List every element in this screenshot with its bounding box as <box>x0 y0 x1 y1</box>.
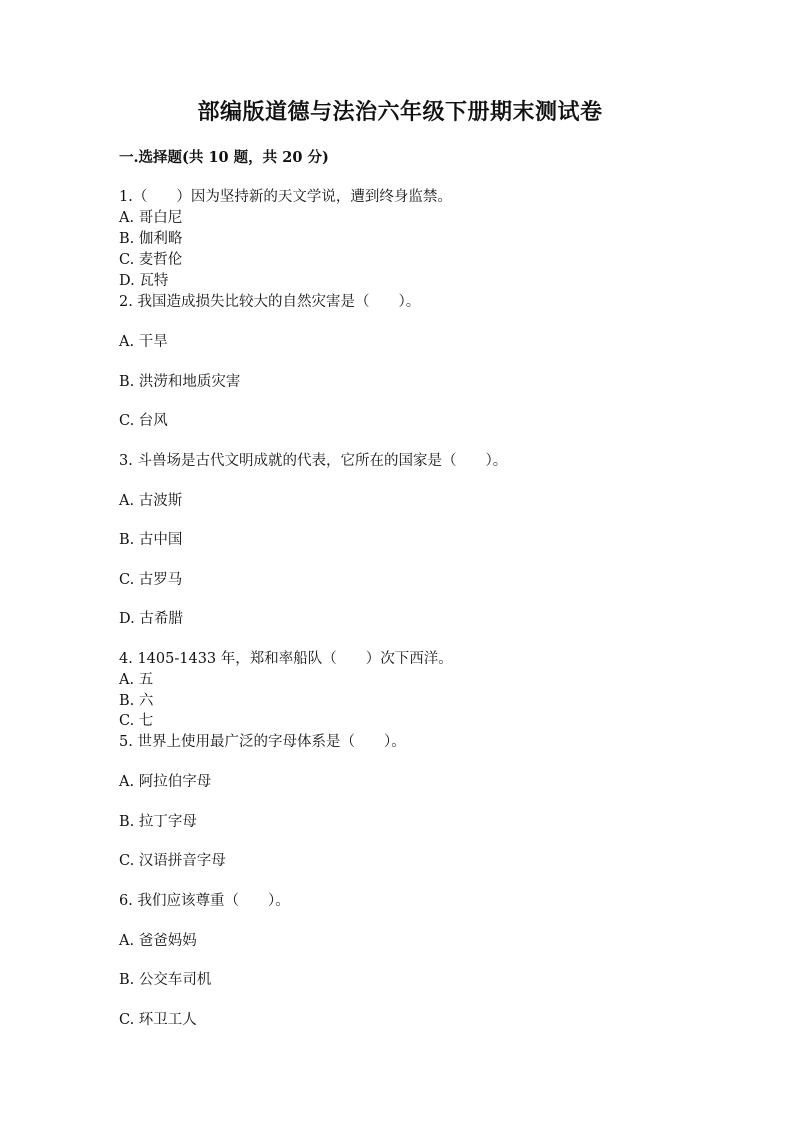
question-6-option-b: B. 公交车司机 <box>119 972 212 988</box>
question-1-option-c: C. 麦哲伦 <box>119 252 183 268</box>
question-6-stem: 6. 我们应该尊重（ ）。 <box>119 893 290 909</box>
question-1-stem: 1.（ ）因为坚持新的天文学说，遭到终身监禁。 <box>119 189 452 205</box>
question-3-stem: 3. 斗兽场是古代文明成就的代表，它所在的国家是（ ）。 <box>119 453 508 469</box>
question-2-stem: 2. 我国造成损失比较大的自然灾害是（ ）。 <box>119 294 421 310</box>
question-5-option-b: B. 拉丁字母 <box>119 814 197 830</box>
question-3-option-d: D. 古希腊 <box>119 611 183 627</box>
question-1-option-a: A. 哥白尼 <box>119 210 183 226</box>
question-4-stem: 4. 1405-1433 年，郑和率船队（ ）次下西洋。 <box>119 651 453 667</box>
question-6-option-a: A. 爸爸妈妈 <box>119 933 197 949</box>
section-heading: 一.选择题(共 10 题，共 20 分) <box>119 149 329 166</box>
question-1-option-b: B. 伽利略 <box>119 231 183 247</box>
question-4-option-a: A. 五 <box>119 672 154 688</box>
question-3-option-b: B. 古中国 <box>119 532 183 548</box>
question-5-option-c: C. 汉语拼音字母 <box>119 853 226 869</box>
question-3-option-c: C. 古罗马 <box>119 572 183 588</box>
question-4-option-c: C. 七 <box>119 713 154 729</box>
question-1-option-d: D. 瓦特 <box>119 273 169 289</box>
page-title: 部编版道德与法治六年级下册期末测试卷 <box>197 99 603 125</box>
question-3-option-a: A. 古波斯 <box>119 493 183 509</box>
question-5-option-a: A. 阿拉伯字母 <box>119 774 212 790</box>
question-2-option-c: C. 台风 <box>119 413 168 429</box>
question-6-option-c: C. 环卫工人 <box>119 1012 197 1028</box>
question-5-stem: 5. 世界上使用最广泛的字母体系是（ ）。 <box>119 734 406 750</box>
question-4-option-b: B. 六 <box>119 693 154 709</box>
question-2-option-a: A. 干旱 <box>119 334 168 350</box>
question-2-option-b: B. 洪涝和地质灾害 <box>119 374 241 390</box>
